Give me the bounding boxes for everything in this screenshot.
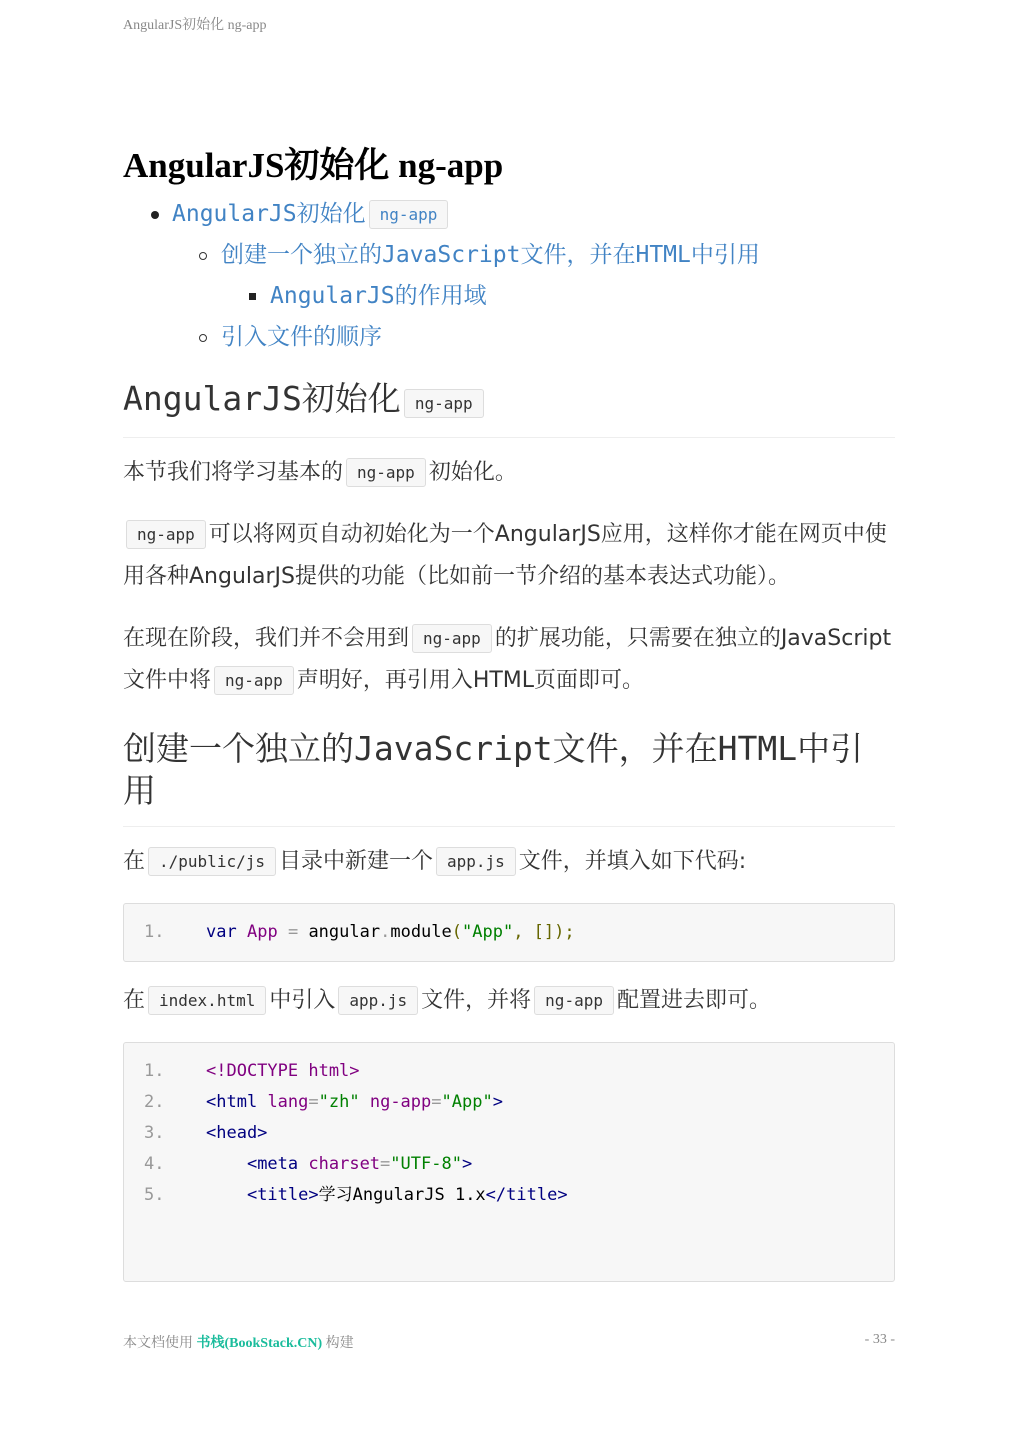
inline-code: app.js <box>338 986 418 1015</box>
disc-bullet-icon <box>151 211 159 219</box>
paragraph-current-stage: 在现在阶段，我们并不会用到 ng-app 的扩展功能，只需要在独立的JavaScript文件中将 ng-app 声明好，再引用入HTML页面即可。 <box>123 626 892 693</box>
code-block-index-html <box>123 1042 895 1282</box>
code-line: 1. var App = angular.module("App", []); <box>144 917 874 948</box>
page-title: AngularJS初始化 ng-app <box>123 146 504 185</box>
toc-item-create-js-file <box>123 235 895 276</box>
line-number: 1. <box>144 922 165 942</box>
paragraph-index-html: 在 index.html 中引入 app.js 文件，并将 ng-app 配置进去即可。 <box>123 988 771 1013</box>
footer-suffix: 构建 <box>325 1336 354 1351</box>
toc-item-angularjs-init <box>123 194 895 235</box>
toc-link-file-order[interactable]: 引入文件的顺序 <box>221 324 382 350</box>
line-number: 2. <box>144 1092 165 1112</box>
footer-brand-link[interactable]: 书栈(BookStack.CN) <box>196 1336 323 1351</box>
page-footer <box>123 1332 895 1352</box>
toc-inline-code: ng-app <box>369 200 449 229</box>
square-bullet-icon <box>249 293 256 300</box>
page-number: - 33 - <box>864 1332 895 1347</box>
paragraph-intro: 本节我们将学习基本的 ng-app 初始化。 <box>123 460 517 485</box>
inline-code: ng-app <box>346 458 426 487</box>
heading-inline-code: ng-app <box>404 389 484 418</box>
section-heading-create-js-file: 创建一个独立的JavaScript文件，并在HTML中引用 <box>123 728 895 827</box>
inline-code: ng-app <box>214 666 294 695</box>
paragraph-ng-app-description: ng-app 可以将网页自动初始化为一个AngularJS应用，这样你才能在网页中使用各种AngularJS提供的功能（比如前一节介绍的基本表达式功能）。 <box>123 522 887 589</box>
line-number: 4. <box>144 1154 165 1174</box>
circle-bullet-icon <box>199 334 207 342</box>
line-number: 5. <box>144 1185 165 1205</box>
toc-item-scope <box>123 276 895 317</box>
paragraph-create-app-js: 在 ./public/js 目录中新建一个 app.js 文件，并填入如下代码: <box>123 849 747 874</box>
line-number: 3. <box>144 1123 165 1143</box>
running-header: AngularJS初始化 ng-app <box>123 18 267 33</box>
code-line: 3. <head> <box>144 1118 874 1149</box>
toc-link-create-js-file[interactable]: 创建一个独立的JavaScript文件，并在HTML中引用 <box>221 242 760 268</box>
code-line: 5. <title>学习AngularJS 1.x</title> <box>144 1180 874 1211</box>
inline-code: ng-app <box>412 624 492 653</box>
code-block-app-js <box>123 903 895 962</box>
line-number: 1. <box>144 1061 165 1081</box>
toc-link-angularjs-init[interactable]: AngularJS初始化 ng-app <box>172 201 451 227</box>
code-line: 1. <!DOCTYPE html> <box>144 1056 874 1087</box>
inline-code: ng-app <box>534 986 614 1015</box>
inline-code: index.html <box>148 986 266 1015</box>
inline-code: app.js <box>436 847 516 876</box>
code-line: 2. <html lang="zh" ng-app="App"> <box>144 1087 874 1118</box>
footer-prefix: 本文档使用 <box>123 1336 193 1351</box>
page-content <box>123 138 895 1319</box>
code-line: 4. <meta charset="UTF-8"> <box>144 1149 874 1180</box>
inline-code: ng-app <box>126 520 206 549</box>
toc-link-scope[interactable]: AngularJS的作用域 <box>270 283 487 309</box>
toc-item-file-order <box>123 317 895 358</box>
inline-code: ./public/js <box>148 847 276 876</box>
circle-bullet-icon <box>199 252 207 260</box>
section-heading-angularjs-init: AngularJS初始化 ng-app <box>123 378 895 438</box>
table-of-contents <box>123 194 895 358</box>
